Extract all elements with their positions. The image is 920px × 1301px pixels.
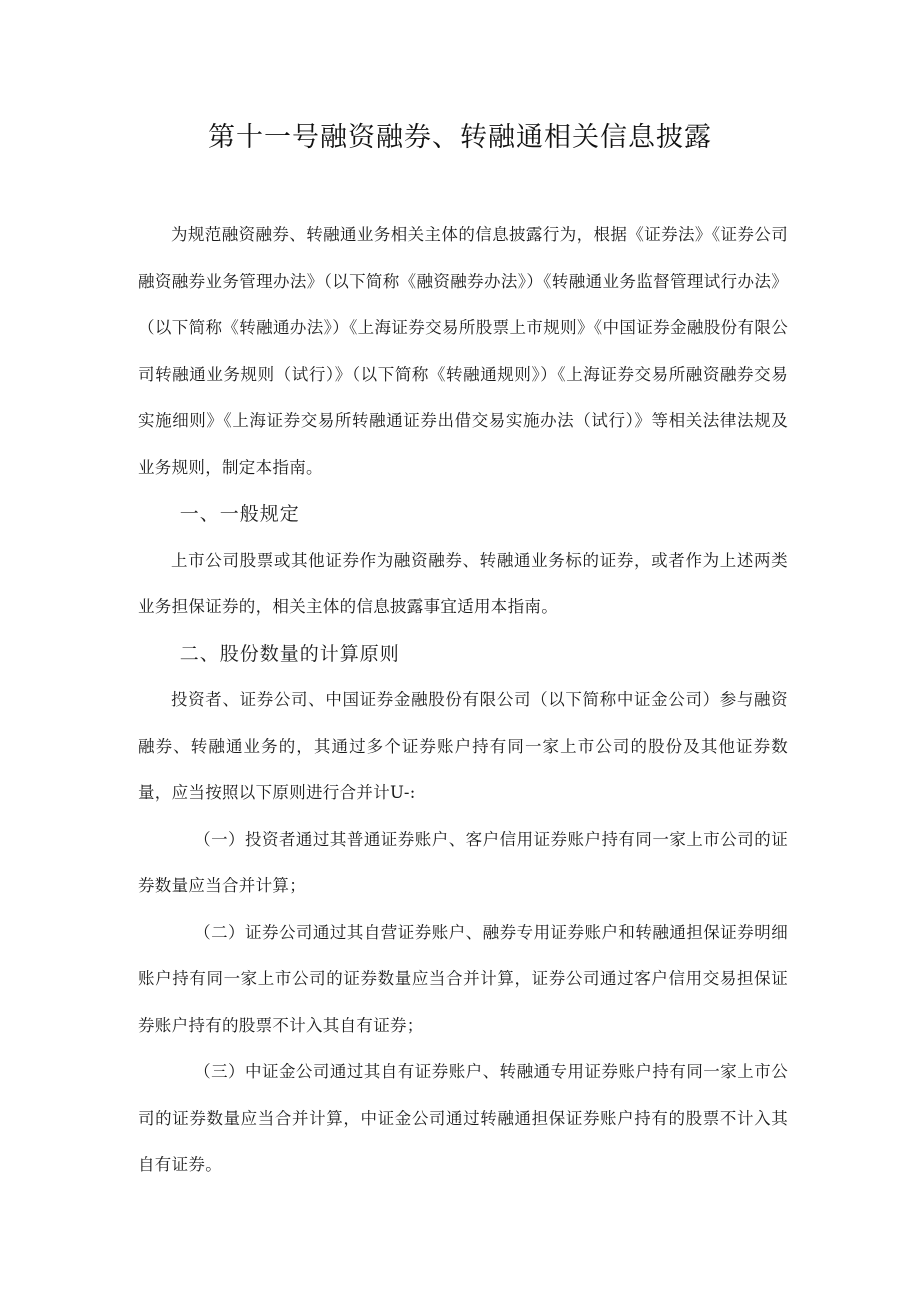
- document-title: 第十一号融资融券、转融通相关信息披露: [208, 122, 712, 153]
- item-2-paragraph: （二）证券公司通过其自营证券账户、融券专用证券账户和转融通担保证券明细账户持有同一家上市公司的证券数量应当合并计算，证券公司通过客户信用交易担保证券账户持有的股票不计入其自有证券；: [138, 922, 788, 1035]
- document-body: [138, 212, 788, 1189]
- item-3-paragraph: （三）中证金公司通过其自有证券账户、转融通专用证券账户持有同一家上市公司的证券数量应当合并计算，中证金公司通过转融通担保证券账户持有的股票不计入其自有证券。: [138, 1062, 788, 1174]
- intro-paragraph: 为规范融资融券、转融通业务相关主体的信息披露行为，根据《证券法》《证券公司融资融券业务管理办法》（以下简称《融资融券办法》）《转融通业务监督管理试行办法》（以下简称《转融通办法》）《上海证券交易所股票上市规则》《中国证券金融股份有限公司转融通业务规则（试行）》（以下简称《转融通规则》）《上海证券交易所融资融券交易实施细则》《上海证券交易所转融通证券出借交易实施办法（试行）》等相关法律法规及业务规则，制定本指南。: [138, 225, 788, 477]
- section-2-paragraph: 投资者、证券公司、中国证券金融股份有限公司（以下简称中证金公司）参与融资融券、转融通业务的，其通过多个证券账户持有同一家上市公司的股份及其他证券数量，应当按照以下原则进行合并计U-:: [138, 690, 788, 802]
- section-2-heading: 二、股份数量的计算原则: [179, 642, 400, 665]
- section-1-heading: 一、一般规定: [179, 503, 300, 525]
- item-1-paragraph: （一）投资者通过其普通证券账户、客户信用证券账户持有同一家上市公司的证券数量应当合并计算；: [138, 829, 788, 895]
- section-1-paragraph: 上市公司股票或其他证券作为融资融券、转融通业务标的证券，或者作为上述两类业务担保证券的，相关主体的信息披露事宜适用本指南。: [138, 550, 788, 616]
